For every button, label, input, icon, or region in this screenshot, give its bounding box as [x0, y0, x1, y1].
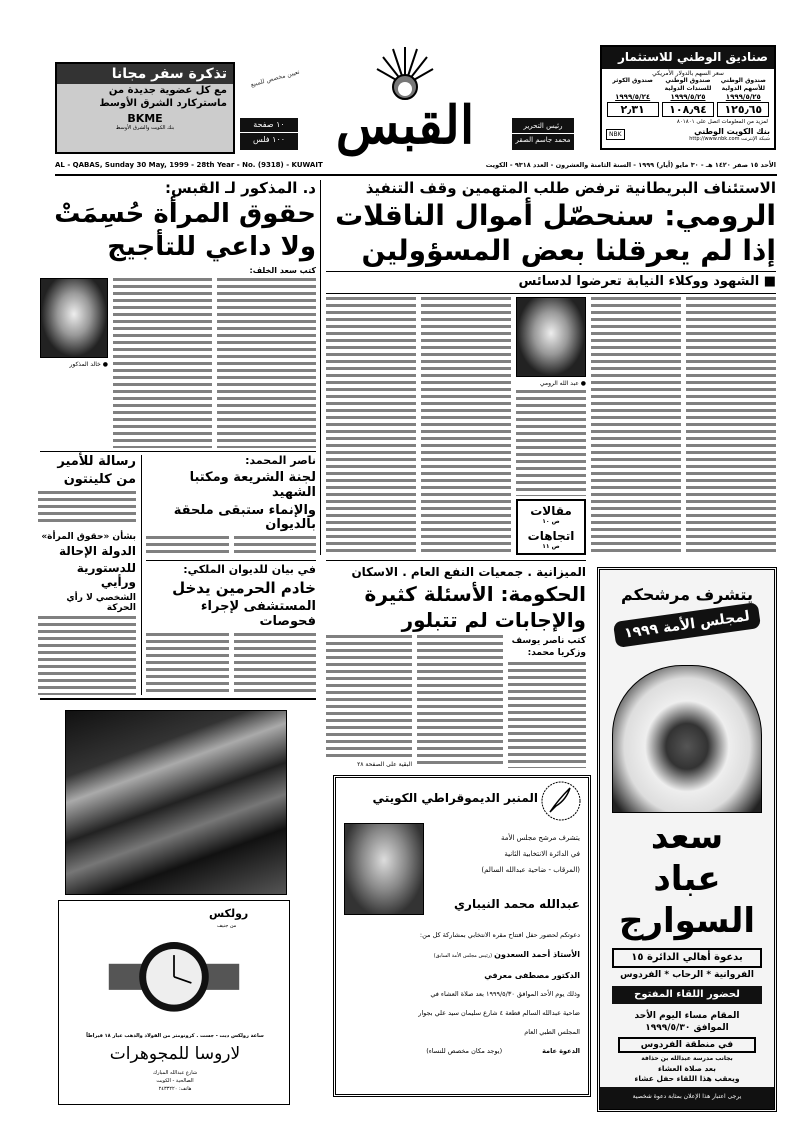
king-body-col: [146, 633, 229, 695]
box-page: ص ١١: [542, 543, 560, 550]
constitution-kicker: بشأن «حقوق المرأة»: [41, 531, 136, 542]
saad-banner: لمجلس الأمة ١٩٩٩: [613, 602, 761, 648]
page-count: ١٠ صفحة: [253, 120, 285, 129]
url-label: شبكة الإنترنت: [741, 136, 770, 142]
place-line: المجلس الطبي العام: [524, 1028, 580, 1036]
women-kicker: د. المذكور لـ القبس:: [165, 179, 316, 197]
address-line: الصالحية - الكويت: [156, 1078, 194, 1084]
fund-item: صندوق الوطني للسندات الدولية ١٩٩٩/٥/٢٥ ١٠٨٫٩٤: [662, 77, 714, 117]
saad-time: [600, 1010, 774, 1034]
saad-ad: [597, 567, 777, 1112]
dateline-ar: الأحد ١٥ صفر ١٤٢٠ هـ - ٣٠ مايو (أيار) ١٩٩٩ - السنة الثامنة والعشرون - العدد ٩٣١٨ - الكويت: [485, 161, 776, 169]
fund-title: صناديق الوطني للاستثمار: [602, 47, 774, 69]
fund-box: [600, 45, 776, 150]
caption-text: عبد الله الرومي: [539, 379, 579, 387]
constitution-headline: للدستورية ورأيي: [76, 561, 136, 589]
constitution-body: [38, 616, 136, 695]
lead-headline: الرومي: سنحصّل أموال الناقلات: [335, 199, 776, 233]
women-body-col: [113, 278, 212, 448]
ad-headline: تذكرة سفر مجانا: [57, 64, 233, 84]
saad-areas: الفروانية * الرحاب * الفردوس: [620, 970, 754, 980]
ad-line: مع كل عضوية جديدة من: [108, 85, 227, 96]
budget-kicker: الميزانية . جمعيات النفع العام . الاسكان: [351, 565, 586, 579]
lead-body-col: [421, 297, 511, 555]
extra-line: بعد صلاة العشاء: [658, 1064, 716, 1073]
address-line: شارع عبدالله المبارك: [152, 1070, 198, 1076]
bkme-logo: BKME: [127, 112, 163, 125]
box-label: مقالات: [530, 504, 572, 518]
ad-small: بنك الكويت والشرق الأوسط: [115, 125, 175, 131]
editor-name: محمد جاسم الصقر: [512, 133, 574, 147]
divider: [40, 451, 316, 452]
divider: [326, 560, 586, 561]
extra-line: بجانب مدرسة عبدالله بن حذافة: [641, 1055, 733, 1062]
sections-box[interactable]: [516, 499, 586, 555]
divider: [40, 698, 316, 700]
saad-extra: [600, 1054, 774, 1084]
nbk-camel-logo: NBK: [606, 129, 625, 140]
lead-subhead: [326, 271, 776, 294]
dealer-logo: لاروسا للمجوهرات: [109, 1044, 241, 1064]
lead-kicker: الاستئناف البريطانية ترفض طلب المتهمين وقف التنفيذ: [365, 179, 776, 197]
watch-icon: [99, 929, 249, 1029]
left-column: [38, 455, 136, 695]
divider: [55, 174, 777, 176]
time-line: المقام مساء اليوم الأحد: [634, 1011, 740, 1021]
saad-photo: [612, 665, 762, 813]
saad-invite: بدعوة أهالي الدائرة ١٥: [612, 948, 762, 968]
budget-headline: والإجابات لم تتبلور: [401, 607, 586, 632]
women-byline: كتب سعد الخلف:: [249, 266, 316, 276]
dateline-en: AL - QABAS, Sunday 30 May, 1999 - 28th Year - No. (9318) - KUWAIT: [55, 161, 323, 169]
king-body-col: [234, 633, 317, 695]
budget-body: [326, 635, 586, 768]
photo-caption: ● عبد الله الرومي: [539, 379, 586, 387]
minbar-intro: [430, 830, 580, 878]
pages-price-box: [240, 118, 298, 150]
subhead-text: الشهود ووكلاء النيابة تعرضوا لدسائس: [518, 273, 760, 289]
continued-note: البقية على الصفحة ٢٨: [357, 761, 412, 768]
bullet-square-icon: ■: [759, 273, 776, 289]
desert-dunes-photo: [65, 710, 287, 895]
dove-logo-icon: [540, 780, 582, 822]
saad-footer: يرجى اعتبار هذا الإعلان بمثابة دعوة شخصية: [600, 1087, 774, 1109]
budget-story: [326, 566, 586, 768]
clinton-body: [38, 491, 136, 525]
price: ١٠٠ فلس: [240, 132, 298, 147]
caption-text: خالد المذكور: [69, 361, 101, 369]
lead-body: [326, 297, 776, 555]
logo-note: تعيين مخصص للمبيع: [249, 68, 301, 89]
box-page: ص ١٠: [542, 518, 560, 525]
name-line: عباد: [653, 859, 721, 899]
clinton-headline: رسالة للأمير: [57, 454, 136, 469]
budget-byline: [508, 635, 586, 659]
bank-url[interactable]: http://www.nbk.com: [689, 136, 740, 142]
candidate-name: عبدالله محمد النيباري: [454, 897, 580, 911]
lead-body-col: [686, 297, 776, 555]
nasser-headline: والإنماء ستبقى ملحقة بالديوان: [173, 502, 316, 533]
budget-body-col: [508, 662, 586, 768]
invite-line: دعوتكم لحضور حفل افتتاح مقره الانتخابي بمشاركة كل من:: [419, 931, 580, 939]
lead-body-col: [516, 390, 586, 496]
king-story: [146, 564, 316, 695]
extra-line: ويعقب هذا اللقاء حفل عشاء: [634, 1074, 740, 1083]
nasser-body-col: [146, 536, 229, 557]
budget-body-col: [417, 635, 503, 768]
rolex-desc: ساعة رولكس ديت - جست . كرونومتر من الفولاذ والذهب عيار ١٨ قيراطاً: [86, 1033, 264, 1039]
king-body: [146, 633, 316, 695]
editor-label: رئيس التحرير: [523, 122, 563, 130]
time-line: وذلك يوم الأحد الموافق ١٩٩٩/٥/٣٠ بعد صلاة العشاء في: [430, 990, 580, 998]
women-body-col: [217, 278, 316, 448]
women-story: [40, 180, 316, 448]
intro-line: في الدائرة الانتخابية الثانية: [504, 850, 580, 858]
budget-body-col: [326, 635, 412, 758]
sun-emblem-icon: [375, 45, 435, 100]
fund-item: صندوق الكوثر ١٩٩٩/٥/٢٤ ٢٫٣١: [607, 77, 659, 117]
box-label: اتجاهات: [527, 529, 575, 543]
guest-name: الأستاذ أحمد السعدون: [494, 950, 580, 959]
name-line: السوارج: [618, 901, 756, 941]
saad-name: [600, 816, 774, 942]
ad-line: ماستركارد الشرق الأوسط: [99, 98, 227, 109]
intro-line: (المرقاب - ضاحية عبدالله السالم): [481, 866, 580, 874]
guest-note: (رئيس مجلس الأمة السابق): [433, 953, 493, 959]
lead-body-col: [326, 297, 416, 555]
divider: [146, 560, 316, 561]
minbar-ad: [333, 775, 591, 1097]
place-line: ضاحية عبدالله السالم قطعة ٤ شارع سليمان سيد علي بجوار: [418, 1009, 580, 1017]
fund-info: لمزيد من المعلومات اتصل على ٨٠١٨٠١: [676, 119, 768, 125]
mathkour-photo: [40, 278, 108, 358]
rolex-logo: رولكس: [209, 907, 249, 920]
nasser-body-col: [234, 536, 317, 557]
editor-box: [512, 118, 574, 150]
rolex-sub: من جنيف: [217, 923, 237, 929]
nibari-photo: [344, 823, 424, 915]
photo-caption: ● خالد المذكور: [69, 361, 108, 369]
byline-line: وزكريا محمد:: [527, 647, 586, 658]
intro-line: يتشرف مرشح مجلس الأمة: [500, 834, 580, 842]
logo: القبس: [335, 95, 475, 156]
minbar-title: المنبر الديموقراطي الكويتي: [372, 791, 538, 805]
fund-item: صندوق الوطني للأسهم الدولية ١٩٩٩/٥/٢٥ ١٢٥٫٦٥: [717, 77, 769, 117]
romi-photo: [516, 297, 586, 377]
saad-place: في منطقة الفردوس: [618, 1037, 756, 1053]
women-body: [40, 278, 316, 448]
lead-headline: إذا لم يعرقلنا بعض المسؤولين: [361, 234, 776, 268]
column-divider: [141, 455, 142, 695]
time-line: الموافق ١٩٩٩/٥/٣٠: [645, 1023, 729, 1033]
guest-name: الدكتور مصطفى معرفي: [484, 971, 580, 980]
constitution-headline: الدولة الإحالة: [59, 544, 136, 559]
women-note: (يوجد مكان مخصص للنساء): [426, 1047, 503, 1055]
dealer-address: [59, 1069, 291, 1093]
nasser-kicker: ناصر المحمد:: [245, 454, 316, 467]
bank-name: بنك الكويت الوطني: [694, 127, 770, 136]
saad-attend: لحضور اللقاء المفتوح: [612, 986, 762, 1004]
column-divider: [320, 180, 321, 555]
general-invite: الدعوة عامة: [542, 1047, 580, 1055]
king-kicker: في بيان للديوان الملكي:: [183, 563, 316, 576]
nasser-headline: لجنة الشريعة ومكتبا الشهيد: [189, 469, 316, 500]
rolex-ad: [58, 900, 290, 1105]
byline-line: كتب ناصر يوسف: [511, 635, 586, 646]
phone: هاتف: ٢٤٣٣٢٢٠: [158, 1086, 192, 1092]
lead-story: [326, 180, 776, 555]
nasser-story: [146, 455, 316, 557]
name-line: سعد: [650, 817, 724, 857]
minbar-details: [338, 926, 580, 1061]
king-headline: خادم الحرمين يدخل: [172, 578, 316, 597]
constitution-headline: الشخصي لا رأي الحركة: [66, 592, 136, 613]
king-headline: المستشفى لإجراء فحوصات: [200, 598, 316, 629]
saad-top: يتشرف مرشحكم: [621, 585, 753, 604]
budget-headline: الحكومة: الأسئلة كثيرة: [364, 581, 586, 606]
clinton-headline: من كلينتون: [63, 471, 136, 487]
women-headline: ولا داعي للتأجيج: [107, 232, 316, 263]
fund-subtitle: سعر السهم بالدولار الأمريكي: [652, 70, 724, 77]
nasser-body: [146, 536, 316, 557]
women-headline: حقوق المرأة حُسِمَتْ: [54, 199, 316, 230]
mastercard-ad: [55, 62, 235, 154]
lead-body-col: [591, 297, 681, 555]
